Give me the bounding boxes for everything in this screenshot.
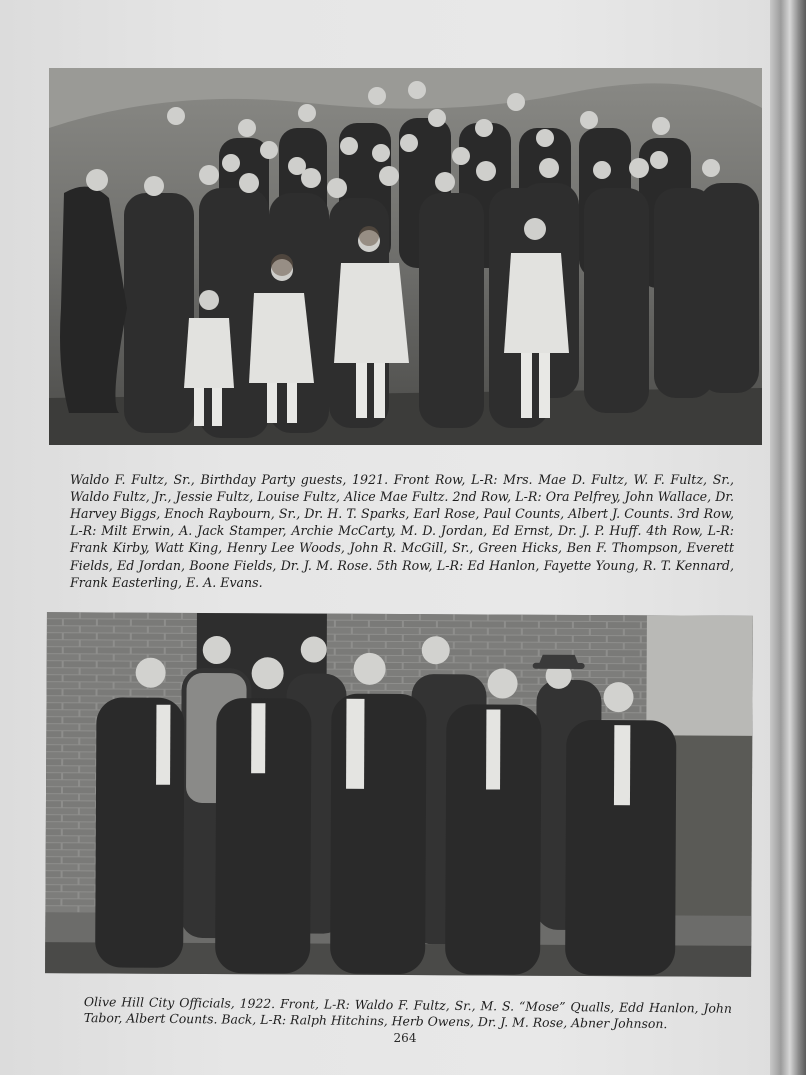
birthday-party-caption [70, 471, 734, 591]
birthday-party-caption-text: Waldo F. Fultz, Sr., Birthday Party guests, 1921. Front Row, L-R: Mrs. Mae D. Fultz, W. F. Fultz, Sr., Waldo Fultz, Jr., Jessie Fultz, Louise Fultz, Alice Mae Fultz. 2nd Row, L-R: Ora Pelfrey, John Wallace, Dr. Harvey Biggs, Enoch Raybourn, Sr., Dr. H. T. Sparks, Earl Rose, Paul Counts, Albert J. Counts. 3rd Row, L-R: Milt Erwin, A. Jack Stamper, Archie McCarty, M. D. Jordan, Ed Ernst, Dr. J. P. Huff. 4th Row, L-R: Frank Kirby, Watt King, Henry Lee Woods, John R. McGill, Sr., Green Hicks, Ben F. Thompson, Everett Fields, Ed Jordan, Boone Fields, Dr. J. M. Rose. 5th Row, L-R: Ed Hanlon, Fayette Young, R. T. Kennard, Frank Easterling, E. A. Evans. [70, 471, 734, 590]
city-officials-caption-text: Olive Hill City Officials, 1922. Front, L-R: Waldo F. Fultz, Sr., M. S. “Mose” Qualls, Edd Hanlon, John Tabor, Albert Counts. Back, L-R: Ralph Hitchins, Herb Owens, Dr. J. M. Rose, Abner Johnson. [83, 994, 732, 1032]
birthday-party-photo-art [49, 68, 762, 445]
city-officials-caption [84, 994, 732, 1033]
city-officials-photo [45, 612, 753, 977]
birthday-party-photo [49, 68, 762, 445]
book-spine [770, 0, 806, 1075]
city-officials-photo-art [45, 612, 753, 977]
page-number: 264 [393, 1031, 417, 1045]
